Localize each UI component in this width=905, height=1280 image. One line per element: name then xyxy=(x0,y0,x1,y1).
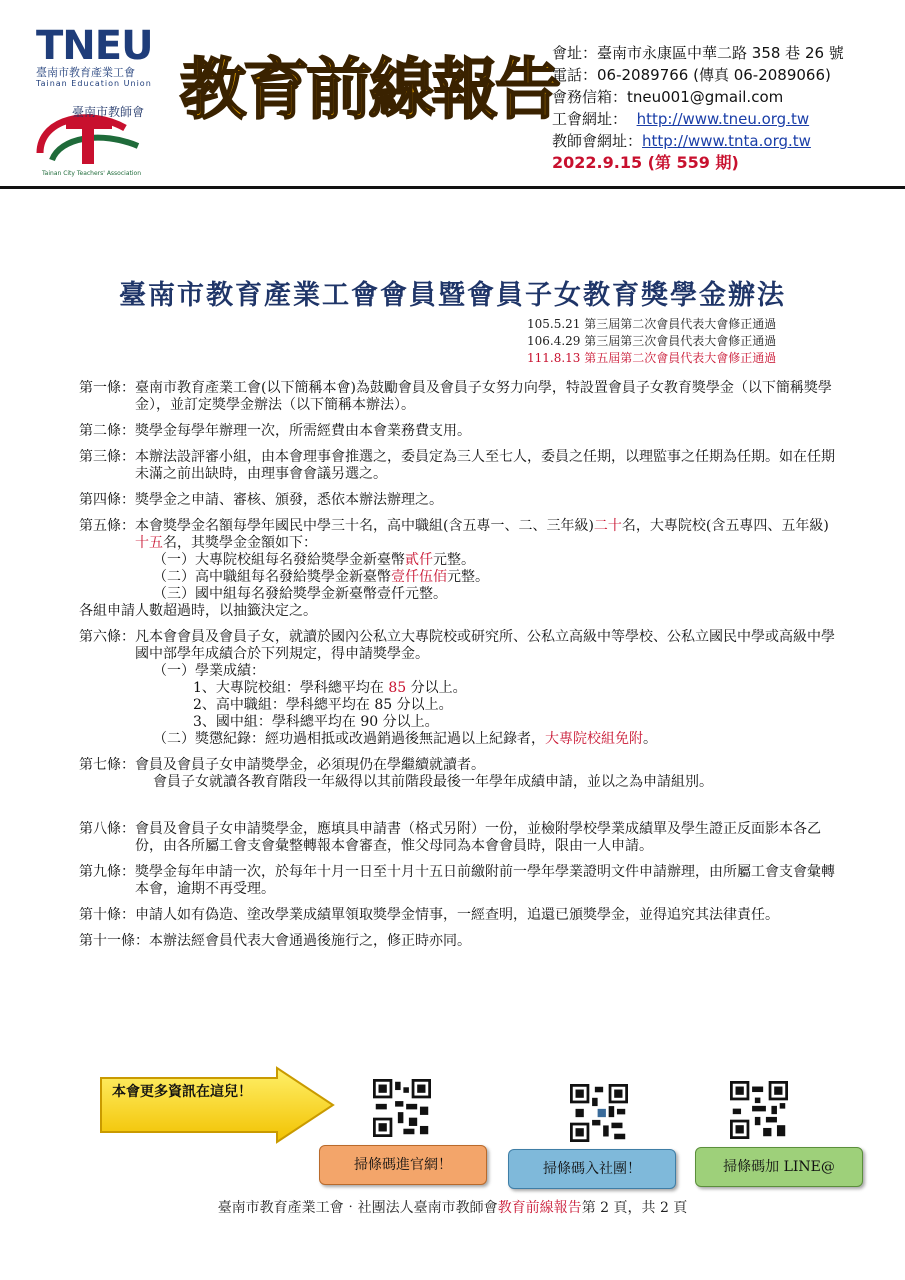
article-2 xyxy=(79,423,839,440)
tneu-logo-text: TNEU xyxy=(36,23,153,69)
article-text: 本辦法設評審小組，由本會理事會推選之，委員定為三人至七人，委員之任期，以理監事之任期為任期。如在任期未滿之前出缺時，由理事會會議另選之。 xyxy=(135,449,835,482)
article-heading: 第一條： xyxy=(79,380,135,396)
article-9 xyxy=(79,864,839,898)
article-heading: 第三條： xyxy=(79,449,135,465)
address: 臺南市永康區中華二路 358 巷 26 號 xyxy=(597,44,844,62)
contact-block xyxy=(552,42,844,174)
address-line: 會址：臺南市永康區中華二路 358 巷 26 號 xyxy=(552,44,844,62)
award-item-junior: （三）國中組每名發給獎學金新臺幣壹仟元整。 xyxy=(153,586,447,602)
email: tneu001@gmail.com xyxy=(627,88,784,106)
article-heading: 第七條： xyxy=(79,757,135,773)
score-college: 85 xyxy=(388,680,407,696)
article-10 xyxy=(79,907,839,924)
article-text: 獎學金之申請、審核、頒發，悉依本辦法辦理之。 xyxy=(135,492,443,508)
arrow-banner-icon xyxy=(97,1066,337,1144)
qr-code-line-icon[interactable] xyxy=(730,1081,788,1139)
article-heading: 第六條： xyxy=(79,629,135,645)
article-heading: 第十一條： xyxy=(79,933,149,949)
article-text: 凡本會會員及會員子女，就讀於國內公私立大專院校或研究所、公私立高級中等學校、公私立國民中學或高級中學國中部學年成績合於下列規定，得申請獎學金。 xyxy=(135,629,835,662)
tnta-name-en: Tainan City Teachers' Association xyxy=(42,170,141,177)
article-text: 獎學金每學年辦理一次，所需經費由本會業務費支用。 xyxy=(135,423,471,439)
page-footer xyxy=(0,1197,905,1217)
revision-line-latest: 111.8.13 第五屆第二次會員代表大會修正通過 xyxy=(527,351,777,365)
article-4 xyxy=(79,492,839,509)
masthead-title: 教育前線報告 xyxy=(180,51,558,128)
article-8 xyxy=(79,821,839,855)
community-qr-button[interactable]: 掃條碼入社團！ xyxy=(508,1149,676,1189)
article-heading: 第九條： xyxy=(79,864,135,880)
line-qr-button[interactable]: 掃條碼加 LINE@ xyxy=(695,1147,863,1187)
article-text: 獎學金每年申請一次，於每年十月一日至十月十五日前繳附前一學年學業證明文件申請辦理，由所屬工會支會彙轉本會，逾期不再受理。 xyxy=(135,864,835,897)
footer-publication: 教育前線報告 xyxy=(497,1200,582,1216)
tneu-logo xyxy=(36,23,166,89)
criteria-college: 1、大專院校組：學科總平均在 85 分以上。 xyxy=(193,680,467,696)
phone: 06-2089766 (傳真 06-2089066) xyxy=(597,66,831,84)
header-divider xyxy=(0,186,905,189)
tta-site-line: 教師會網址：http://www.tnta.org.tw xyxy=(552,132,811,150)
footer-page: 第 2 頁，共 2 頁 xyxy=(581,1200,688,1216)
qr-code-website-icon[interactable] xyxy=(373,1079,431,1137)
article-heading: 第五條： xyxy=(79,518,135,534)
document-title: 臺南市教育產業工會會員暨會員子女教育獎學金辦法 xyxy=(119,280,786,311)
tneu-name-en: Tainan Education Union xyxy=(36,79,152,88)
article-text: 會員及會員子女申請獎學金，必須現仍在學繼續就讀者。 xyxy=(135,757,485,773)
article-heading: 第八條： xyxy=(79,821,135,837)
phone-line: 電話：06-2089766 (傳真 06-2089066) xyxy=(552,66,831,84)
tta-site-link[interactable]: http://www.tnta.org.tw xyxy=(642,132,811,150)
article-5 xyxy=(79,518,839,620)
criteria-grades: （一）學業成績： xyxy=(153,663,265,679)
award-amount-highschool: 壹仟伍佰 xyxy=(391,569,447,585)
tneu-name-zh: 臺南市教育產業工會 xyxy=(36,66,135,79)
conduct-exemption: 大專院校組免附 xyxy=(545,731,643,747)
article-text: 申請人如有偽造、塗改學業成績單領取獎學金情事，一經查明，追還已頒獎學金，並得追究其法律責任。 xyxy=(135,907,779,923)
website-qr-button[interactable]: 掃條碼進官網！ xyxy=(319,1145,487,1185)
article-7 xyxy=(79,757,839,791)
revision-history xyxy=(527,316,776,367)
award-amount-college: 貳仟 xyxy=(405,552,433,568)
article-text: 臺南市教育產業工會(以下簡稱本會)為鼓勵會員及會員子女努力向學，特設置會員子女教育獎學金（以下簡稱獎學金），並訂定獎學金辦法（以下簡稱本辦法）。 xyxy=(135,380,832,413)
article-3 xyxy=(79,449,839,483)
criteria-highschool: 2、高中職組：學科總平均在 85 分以上。 xyxy=(193,697,453,713)
article-1 xyxy=(79,380,839,414)
article-heading: 第十條： xyxy=(79,907,135,923)
revision-line: 105.5.21 第三屆第二次會員代表大會修正通過 xyxy=(527,317,777,331)
article-heading: 第四條： xyxy=(79,492,135,508)
tnta-logo-icon xyxy=(30,98,160,178)
quota-highschool: 二十 xyxy=(593,518,622,534)
footer-org: 臺南市教育產業工會‧社團法人臺南市教師會 xyxy=(217,1200,498,1216)
articles xyxy=(79,380,839,959)
union-site-line: 工會網址： http://www.tneu.org.tw xyxy=(552,110,810,128)
award-item-highschool: （二）高中職組每名發給獎學金新臺幣壹仟伍佰元整。 xyxy=(153,569,489,585)
criteria-junior: 3、國中組：學科總平均在 90 分以上。 xyxy=(193,714,439,730)
quota-college: 十五 xyxy=(135,535,163,551)
article-text: 本會獎學金名額每學年國民中學三十名，高中職組(含五專一、二、三年級)二十名，大專院校(含五專四、五年級)十五名，其獎學金金額如下： xyxy=(135,518,829,551)
article-heading: 第二條： xyxy=(79,423,135,439)
article-note: 各組申請人數超過時，以抽籤決定之。 xyxy=(79,603,317,619)
tnta-logo-text: 臺南市教師會 xyxy=(72,105,145,119)
union-site-link[interactable]: http://www.tneu.org.tw xyxy=(636,110,810,128)
qr-code-community-icon[interactable] xyxy=(570,1084,628,1142)
article-text-2: 會員子女就讀各教育階段一年級得以其前階段最後一年學年成績申請，並以之為申請組別。 xyxy=(153,774,713,790)
promo-label: 本會更多資訊在這兒！ xyxy=(112,1084,252,1100)
issue-number: 2022.9.15 (第 559 期) xyxy=(552,153,739,172)
article-text: 會員及會員子女申請獎學金，應填具申請書（格式另附）一份，並檢附學校學業成績單及學生證正反面影本各乙份，由各所屬工會支會彙整轉報本會審查，惟父母同為本會會員時，限由一人申請。 xyxy=(135,821,821,854)
revision-line: 106.4.29 第三屆第三次會員代表大會修正通過 xyxy=(527,334,777,348)
email-line: 會務信箱：tneu001@gmail.com xyxy=(552,88,784,106)
article-11 xyxy=(79,933,839,950)
article-text: 本辦法經會員代表大會通過後施行之，修正時亦同。 xyxy=(149,933,471,949)
criteria-conduct: （二）獎懲紀錄：經功過相抵或改過銷過後無記過以上紀錄者，大專院校組免附。 xyxy=(153,731,657,747)
award-item-college: （一）大專院校組每名發給獎學金新臺幣貳仟元整。 xyxy=(153,552,475,568)
article-6 xyxy=(79,629,839,748)
